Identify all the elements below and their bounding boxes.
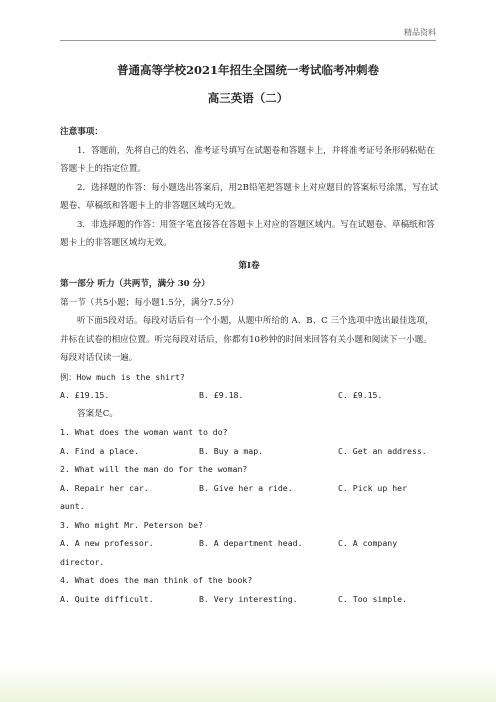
q3-option-c-wrap: director.	[60, 556, 105, 567]
notes-heading: 注意事项：	[60, 127, 103, 137]
example-options	[60, 386, 438, 405]
header-tag: 精品资料	[404, 28, 436, 37]
listening-instructions: 听下面5段对话。每段对话后有一个小题，从题中所给的 A、B、C 三个选项中选出最佳选项，并标在试卷的相应位置。听完每段对话后，你都有10秒钟的时间来回答有关小题和阅读下一小题。每段对话仅读一遍。	[60, 316, 434, 363]
q2-option-c-wrap: aunt.	[60, 501, 85, 511]
example-question: 例：How much is the shirt?	[60, 371, 185, 382]
volume-heading: 第Ⅰ卷	[238, 260, 260, 271]
q2-option-b: B. Give her a ride.	[199, 482, 293, 493]
example-option-c: C. £9.15.	[338, 390, 383, 400]
page-footer-band	[0, 666, 496, 702]
q3-option-b: B. A department head.	[199, 538, 303, 548]
q4-option-a: A. Quite difficult.	[60, 593, 154, 604]
question-4-options	[60, 590, 438, 609]
q1-option-b: B. Buy a map.	[199, 445, 264, 456]
note-item-3: 3．非选择题的作答：用签字笔直接答在答题卡上对应的答题区域内。写在试题卷、草稿纸和答题卡上的非答题区域均无效。	[60, 219, 435, 248]
exam-title: 普通高等学校2021年招生全国统一考试临考冲刺卷	[116, 63, 379, 77]
q2-option-a: A. Repair her car.	[60, 482, 149, 493]
exam-subtitle: 高三英语（二）	[207, 91, 289, 105]
q2-option-c: C. Pick up her	[338, 482, 408, 493]
q1-option-c: C. Get an address.	[338, 445, 427, 456]
note-item-2: 2．选择题的作答：每小题选出答案后，用2B铅笔把答题卡上对应题目的答案标号涂黑，写在试题卷、草稿纸和答题卡上的非答题区域均无效。	[60, 182, 439, 211]
q4-option-b: B. Very interesting.	[199, 593, 298, 604]
question-3-options	[60, 534, 438, 553]
question-3: 3. Who might Mr. Peterson be?	[60, 519, 203, 530]
question-1: 1. What does the woman want to do?	[60, 427, 228, 437]
q3-option-a: A. A new professor.	[60, 538, 154, 548]
question-2: 2. What will the man do for the woman?	[60, 464, 248, 474]
q3-option-c: C. A company	[338, 538, 398, 548]
question-4: 4. What does the man think of the book?	[60, 575, 253, 585]
example-option-b: B. £9.18.	[199, 390, 244, 400]
q4-option-c: C. Too simple.	[338, 593, 408, 604]
note-item-1: 1．答题前，先将自己的姓名、准考证号填写在试题卷和答题卡上，并将准考证号条形码粘贴在答题卡上的指定位置。	[60, 145, 435, 174]
q1-option-a: A. Find a place.	[60, 445, 139, 456]
question-1-options	[60, 442, 438, 461]
part1-heading: 第一部分 听力（共两节，满分 30 分）	[60, 279, 210, 289]
header-rule	[60, 40, 436, 41]
example-answer: 答案是C。	[77, 408, 118, 419]
document-body	[60, 123, 438, 608]
section1-heading: 第一节（共5小题；每小题1.5分，满分7.5分）	[60, 297, 239, 308]
question-2-options	[60, 479, 438, 498]
example-option-a: A. £19.15.	[60, 390, 110, 400]
